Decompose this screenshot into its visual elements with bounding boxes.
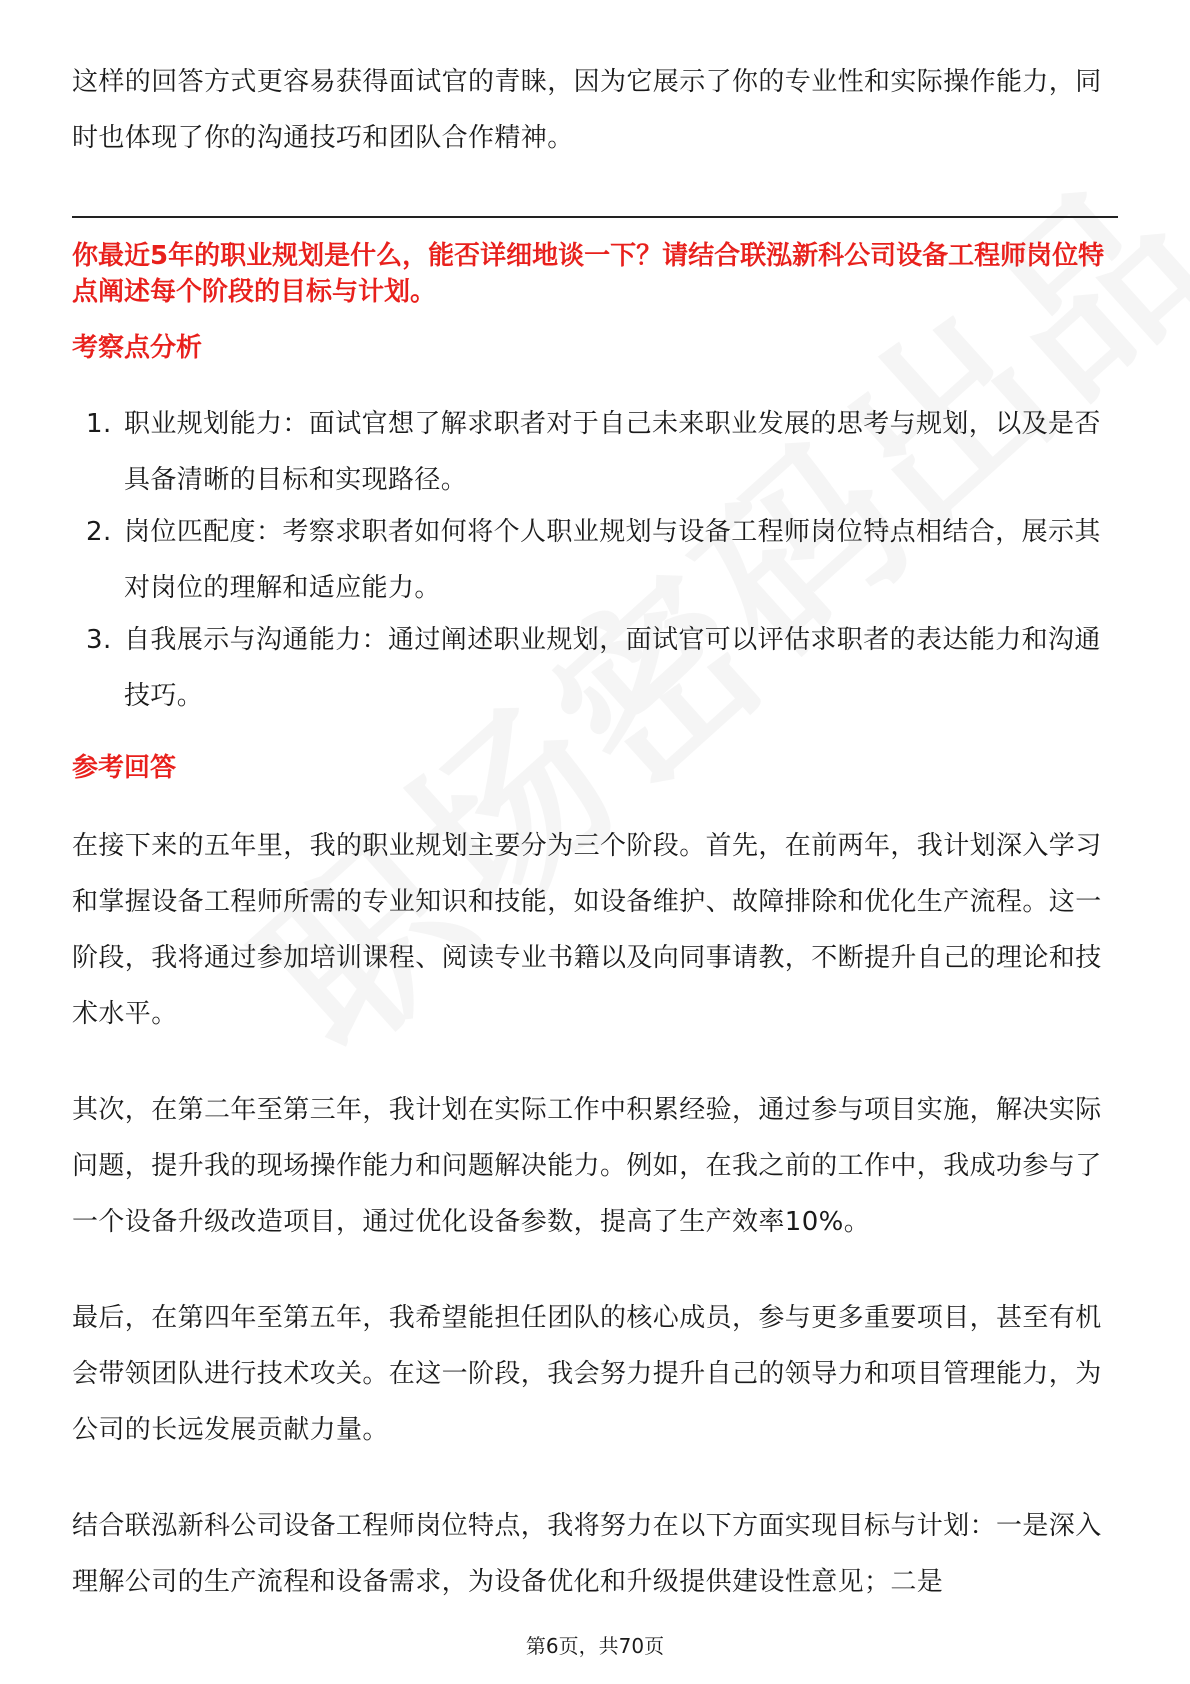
- page-footer: 第6页，共70页: [525, 1634, 665, 1658]
- answer-paragraph: 最后，在第四年至第五年，我希望能担任团队的核心成员，参与更多重要项目，甚至有机会带领团队进行技术攻关。在这一阶段，我会努力提升自己的领导力和项目管理能力，为公司的长远发展贡献力量。: [72, 1303, 1102, 1445]
- analysis-title: 考察点分析: [72, 333, 203, 363]
- answer-paragraph: 结合联泓新科公司设备工程师岗位特点，我将努力在以下方面实现目标与计划：一是深入理解公司的生产流程和设备需求，为设备优化和升级提供建设性意见；二是: [72, 1511, 1102, 1597]
- point-text: 自我展示与沟通能力：通过阐述职业规划，面试官可以评估求职者的表达能力和沟通技巧。: [124, 625, 1101, 711]
- analysis-point: [72, 396, 1118, 508]
- question-heading: 你最近5年的职业规划是什么，能否详细地谈一下？请结合联泓新科公司设备工程师岗位特点阐述每个阶段的目标与计划。: [72, 241, 1105, 307]
- point-number: 3.: [86, 625, 112, 655]
- intro-paragraph: 这样的回答方式更容易获得面试官的青睐，因为它展示了你的专业性和实际操作能力，同时也体现了你的沟通技巧和团队合作精神。: [72, 67, 1102, 153]
- answer-title: 参考回答: [72, 753, 177, 783]
- analysis-point: [72, 504, 1118, 616]
- point-text: 岗位匹配度：考察求职者如何将个人职业规划与设备工程师岗位特点相结合，展示其对岗位的理解和适应能力。: [124, 517, 1101, 603]
- answer-paragraph: 在接下来的五年里，我的职业规划主要分为三个阶段。首先，在前两年，我计划深入学习和掌握设备工程师所需的专业知识和技能，如设备维护、故障排除和优化生产流程。这一阶段，我将通过参加培训课程、阅读专业书籍以及向同事请教，不断提升自己的理论和技术水平。: [72, 831, 1102, 1029]
- point-text: 职业规划能力：面试官想了解求职者对于自己未来职业发展的思考与规划，以及是否具备清晰的目标和实现路径。: [124, 409, 1101, 495]
- point-number: 2.: [86, 517, 112, 547]
- analysis-point: [72, 612, 1118, 724]
- answer-paragraph: 其次，在第二年至第三年，我计划在实际工作中积累经验，通过参与项目实施，解决实际问题，提升我的现场操作能力和问题解决能力。例如，在我之前的工作中，我成功参与了一个设备升级改造项目，通过优化设备参数，提高了生产效率10%。: [72, 1095, 1102, 1237]
- point-number: 1.: [86, 409, 112, 439]
- page-content: [72, 54, 1118, 1610]
- section-divider: [72, 216, 1118, 218]
- analysis-points-list: [72, 396, 1118, 724]
